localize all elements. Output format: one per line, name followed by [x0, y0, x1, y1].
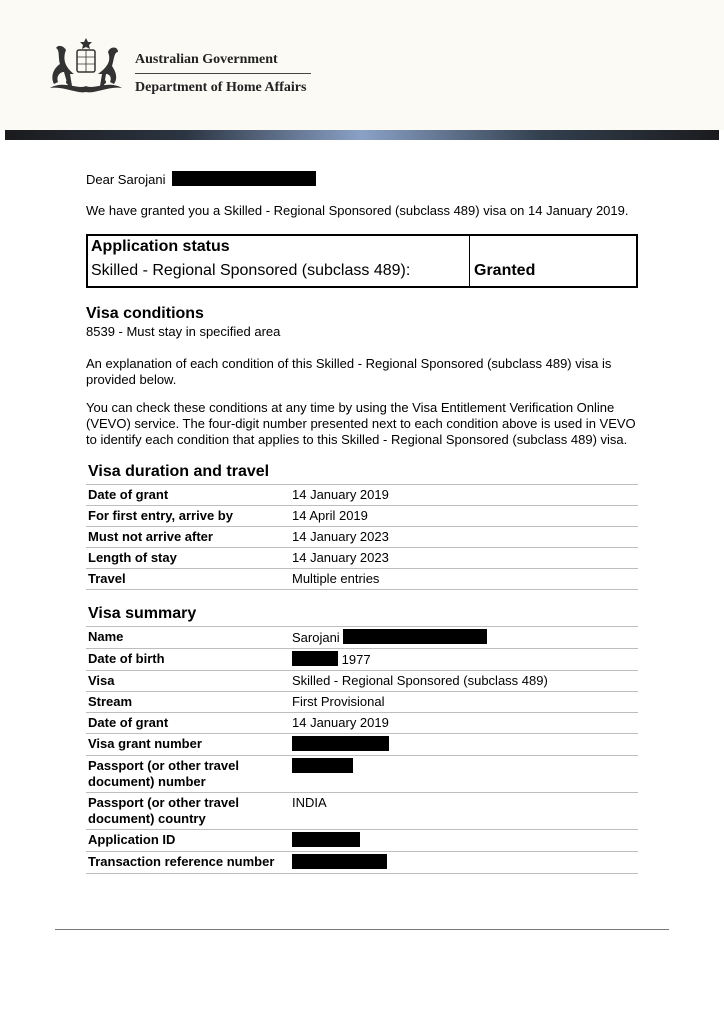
redaction-bar [343, 629, 487, 644]
table-row [86, 485, 638, 506]
department-name: Department of Home Affairs [135, 80, 307, 95]
birth-year: 1977 [341, 652, 371, 667]
table-row [86, 734, 638, 756]
row-value: 14 January 2023 [290, 527, 638, 548]
application-status-title: Application status [91, 238, 230, 255]
visa-duration-title: Visa duration and travel [88, 463, 270, 480]
visa-summary-title: Visa summary [88, 605, 197, 622]
table-row [86, 506, 638, 527]
redaction-bar [292, 854, 387, 869]
row-value: 14 January 2023 [290, 548, 638, 569]
row-label: Transaction reference number [86, 852, 290, 874]
header-divider [135, 73, 311, 74]
row-label: Passport (or other travel document) number [86, 756, 290, 793]
application-status-label: Skilled - Regional Sponsored (subclass 489): [91, 262, 411, 279]
visa-summary-table [86, 626, 638, 874]
applicant-given-name: Sarojani [292, 630, 340, 645]
table-row [86, 627, 638, 649]
row-label: Visa [86, 671, 290, 692]
visa-conditions-section [86, 304, 638, 448]
row-value [290, 830, 638, 852]
conditions-explanation: An explanation of each condition of this Skilled - Regional Sponsored (subclass 489) visa is provided below. [86, 356, 612, 387]
row-label: Visa grant number [86, 734, 290, 756]
row-label: Name [86, 627, 290, 649]
table-row [86, 692, 638, 713]
table-row [86, 548, 638, 569]
table-row [86, 527, 638, 548]
table-row [86, 569, 638, 590]
government-name: Australian Government [135, 52, 278, 67]
table-row [86, 713, 638, 734]
redaction-bar [292, 736, 389, 751]
redaction-bar [172, 171, 316, 186]
visa-duration-table [86, 484, 638, 590]
header-gradient-bar [5, 130, 719, 140]
grant-intro: We have granted you a Skilled - Regional Sponsored (subclass 489) visa on 14 January 2019. [86, 203, 629, 218]
row-value: Skilled - Regional Sponsored (subclass 489) [290, 671, 638, 692]
row-value: First Provisional [290, 692, 638, 713]
row-label: Date of grant [86, 485, 290, 506]
row-value [290, 627, 638, 649]
table-row [86, 756, 638, 793]
row-value: 14 January 2019 [290, 485, 638, 506]
table-row [86, 671, 638, 692]
letter-body [86, 171, 638, 874]
table-row [86, 649, 638, 671]
row-value: Multiple entries [290, 569, 638, 590]
table-row [86, 793, 638, 830]
row-label: For first entry, arrive by [86, 506, 290, 527]
row-label: Length of stay [86, 548, 290, 569]
row-label: Travel [86, 569, 290, 590]
application-status-box [86, 234, 638, 288]
salutation-text: Dear Sarojani [86, 172, 166, 187]
status-divider [469, 236, 470, 286]
visa-conditions-title: Visa conditions [86, 305, 204, 322]
row-label: Date of grant [86, 713, 290, 734]
row-label: Date of birth [86, 649, 290, 671]
redaction-bar [292, 651, 338, 666]
row-value [290, 852, 638, 874]
application-status-value: Granted [474, 262, 536, 279]
visa-condition: 8539 - Must stay in specified area [86, 324, 281, 339]
row-label: Application ID [86, 830, 290, 852]
table-row [86, 830, 638, 852]
row-label: Passport (or other travel document) country [86, 793, 290, 830]
row-value: INDIA [290, 793, 638, 830]
redaction-bar [292, 758, 353, 773]
row-value [290, 734, 638, 756]
row-value [290, 649, 638, 671]
row-label: Stream [86, 692, 290, 713]
table-row [86, 852, 638, 874]
coat-of-arms-icon [44, 34, 128, 98]
row-value [290, 756, 638, 793]
footer-divider [55, 929, 669, 930]
row-value: 14 April 2019 [290, 506, 638, 527]
row-label: Must not arrive after [86, 527, 290, 548]
row-value: 14 January 2019 [290, 713, 638, 734]
vevo-info: You can check these conditions at any time by using the Visa Entitlement Verification Online (VEVO) service. The four-digit number presented next to each condition above is used in VEVO to identify each condition that applies to this Skilled - Regional Sponsored (subclass 489) visa. [86, 400, 636, 447]
salutation [86, 171, 638, 188]
redaction-bar [292, 832, 360, 847]
